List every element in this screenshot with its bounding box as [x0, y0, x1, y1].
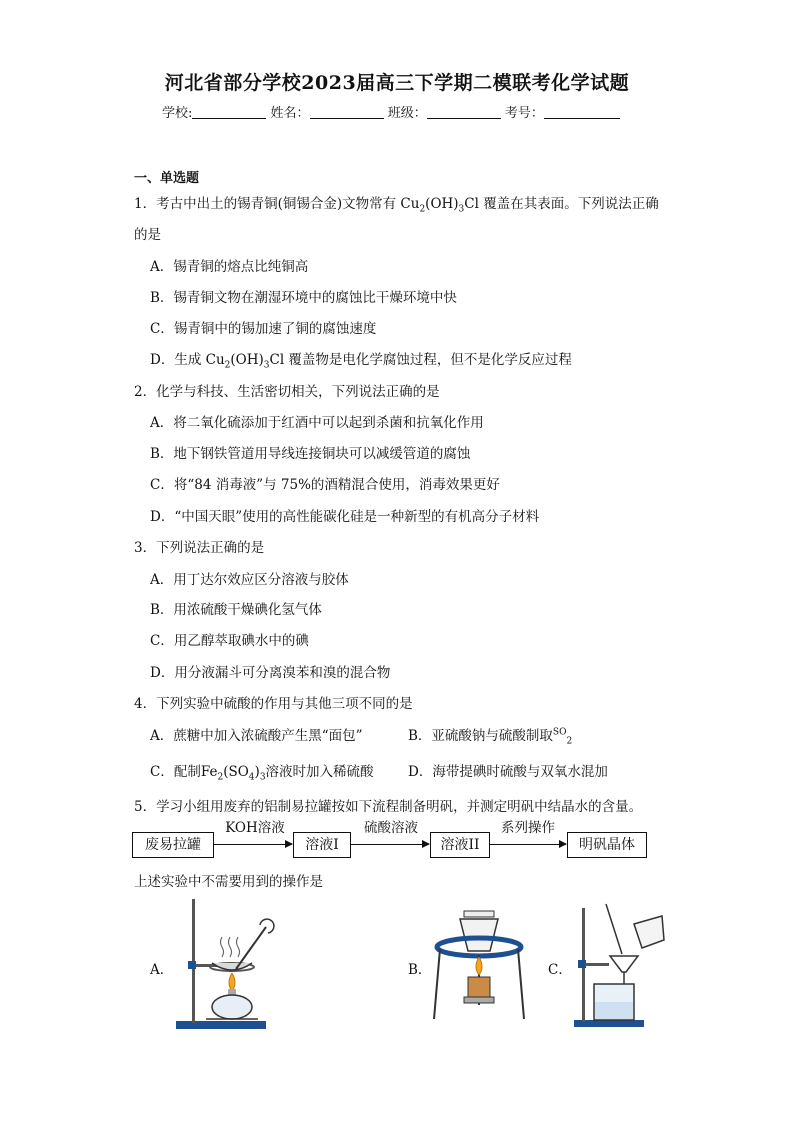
q2-option-a[interactable]: A．将二氧化硫添加于红酒中可以起到杀菌和抗氧化作用: [150, 415, 484, 431]
flow-label-series: 系列操作: [501, 820, 555, 836]
flow-box-solution1: 溶液I: [293, 832, 351, 858]
filtration-apparatus-icon: [572, 900, 672, 1030]
q4-option-a[interactable]: A．蔗糖中加入浓硫酸产生黑“面包”: [150, 728, 363, 744]
number-blank[interactable]: [544, 106, 620, 119]
q5-question: 上述实验中不需要用到的操作是: [134, 874, 323, 890]
q5-option-b-label[interactable]: B．: [408, 962, 432, 978]
evaporation-apparatus-icon: [170, 895, 280, 1033]
class-label: 班级：: [387, 106, 427, 121]
q1-stem-line2: 的是: [134, 227, 161, 243]
q4-option-b[interactable]: B．亚硫酸钠与硫酸制取$^{SO}_2$: [408, 727, 573, 747]
q3-stem: 3．下列说法正确的是: [134, 540, 265, 556]
flow-arrow-1: [214, 844, 292, 845]
q1-option-d[interactable]: D．生成 $Cu_2(OH)_3Cl$ 覆盖物是电化学腐蚀过程，但不是化学反应过程: [150, 352, 572, 371]
class-blank[interactable]: [427, 106, 501, 119]
name-label: 姓名：: [270, 106, 310, 121]
q5-stem: 5．学习小组用废弃的铝制易拉罐按如下流程制备明矾，并测定明矾中结晶水的含量。: [134, 799, 643, 815]
q2-option-c[interactable]: C．将“84 消毒液”与 75%的酒精混合使用，消毒效果更好: [150, 477, 500, 493]
q4-option-c[interactable]: C．配制$Fe_2(SO_4)_3$溶液时加入稀硫酸: [150, 764, 374, 783]
flow-box-alum: 明矾晶体: [567, 832, 647, 858]
school-label: 学校:: [162, 106, 193, 121]
q1-option-b[interactable]: B．锡青铜文物在潮湿环境中的腐蚀比干燥环境中快: [150, 290, 457, 306]
q2-option-b[interactable]: B．地下钢铁管道用导线连接铜块可以减缓管道的腐蚀: [150, 446, 471, 462]
q5-option-c-label[interactable]: C．: [548, 962, 572, 978]
flow-label-koh: KOH溶液: [225, 820, 285, 836]
flow-arrow-3: [490, 844, 566, 845]
page-title: 河北省部分学校2023届高三下学期二模联考化学试题: [164, 72, 630, 94]
q2-stem: 2．化学与科技、生活密切相关，下列说法正确的是: [134, 384, 440, 400]
flow-arrow-2: [351, 844, 429, 845]
flow-label-sulfuric: 硫酸溶液: [364, 820, 418, 836]
name-blank[interactable]: [310, 106, 384, 119]
process-flow-diagram: [132, 818, 652, 862]
student-info-line: [162, 102, 620, 121]
flow-box-solution2: 溶液II: [430, 832, 490, 858]
q3-option-d[interactable]: D．用分液漏斗可分离溴苯和溴的混合物: [150, 665, 391, 681]
q2-option-d[interactable]: D．“中国天眼”使用的高性能碳化硅是一种新型的有机高分子材料: [150, 509, 540, 525]
q3-option-c[interactable]: C．用乙醇萃取碘水中的碘: [150, 633, 309, 649]
q3-option-b[interactable]: B．用浓硫酸干燥碘化氢气体: [150, 602, 322, 618]
q1-option-c[interactable]: C．锡青铜中的锡加速了铜的腐蚀速度: [150, 321, 377, 337]
q4-option-d[interactable]: D．海带提碘时硫酸与双氧水混加: [408, 764, 608, 780]
flow-box-cans: 废易拉罐: [132, 832, 214, 858]
number-label: 考号：: [504, 106, 544, 121]
q3-option-a[interactable]: A．用丁达尔效应区分溶液与胶体: [150, 572, 349, 588]
school-blank[interactable]: [192, 106, 266, 119]
crucible-heating-apparatus-icon: [430, 905, 530, 1025]
q1-stem-line1: 1．考古中出土的锡青铜(铜锡合金)文物常有 $Cu_2(OH)_3Cl$ 覆盖在其表面。下列说法正确: [134, 196, 659, 215]
q1-option-a[interactable]: A．锡青铜的熔点比纯铜高: [150, 259, 309, 275]
q5-option-a-label[interactable]: A．: [150, 962, 174, 978]
section-title: 一、单选题: [134, 171, 200, 186]
q4-stem: 4．下列实验中硫酸的作用与其他三项不同的是: [134, 696, 413, 712]
